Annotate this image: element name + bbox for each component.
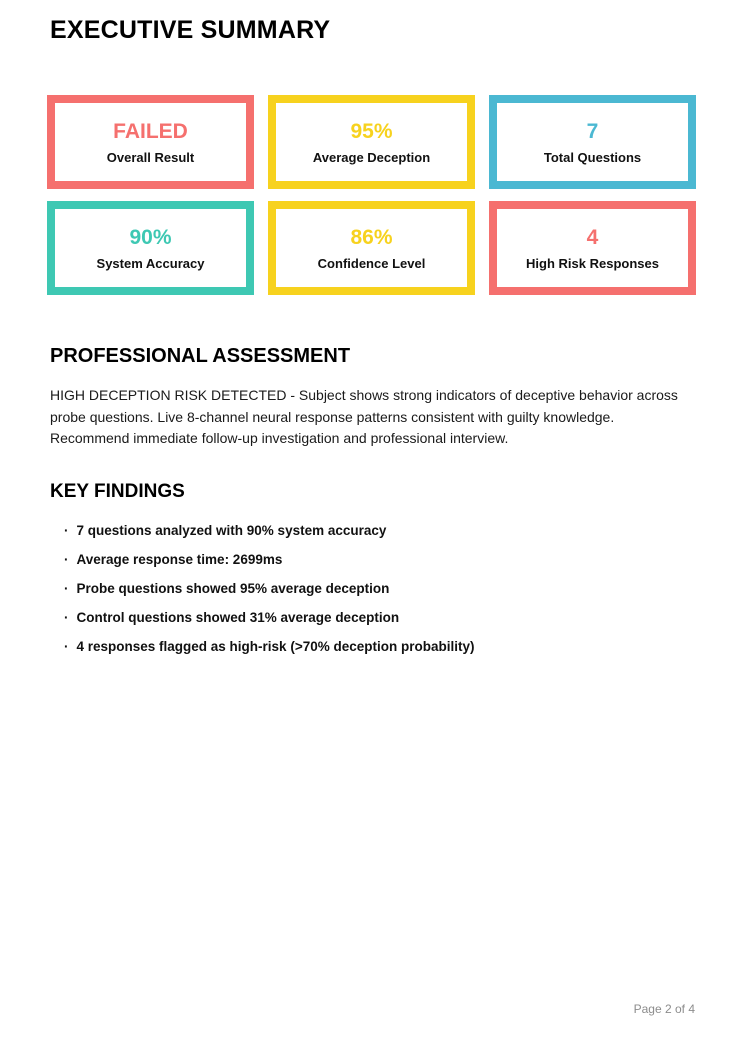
bullet-dot-icon: · [64,523,69,538]
stat-card-high-risk-responses [489,201,696,295]
key-finding-item [64,580,474,597]
stat-label: System Accuracy [96,255,205,271]
page-title: EXECUTIVE SUMMARY [50,16,331,44]
stat-label: High Risk Responses [526,255,659,271]
professional-assessment-heading: PROFESSIONAL ASSESSMENT [50,345,351,367]
key-finding-text: 4 responses flagged as high-risk (>70% deception probability) [76,639,475,654]
stat-value: 4 [586,225,599,249]
stat-card-system-accuracy [47,201,254,295]
bullet-dot-icon: · [64,581,69,596]
stat-label: Total Questions [543,149,642,165]
key-finding-text: Probe questions showed 95% average deception [76,581,390,596]
bullet-dot-icon: · [64,610,69,625]
key-finding-item [64,609,474,626]
stat-label: Overall Result [106,149,195,165]
stat-value: 7 [586,119,599,143]
stat-card-average-deception [268,95,475,189]
stat-value: 95% [350,119,393,143]
key-finding-text: Control questions showed 31% average deception [76,610,400,625]
stat-card-confidence-level [268,201,475,295]
stat-value: 86% [350,225,393,249]
summary-stat-cards [47,95,696,295]
page-number: Page 2 of 4 [633,1002,695,1016]
key-finding-text: Average response time: 2699ms [76,552,283,567]
key-findings-heading: KEY FINDINGS [50,481,185,502]
key-finding-item [64,638,474,655]
stat-value: 90% [129,225,172,249]
key-finding-item [64,551,474,568]
key-finding-item [64,522,474,539]
stat-card-overall-result [47,95,254,189]
bullet-dot-icon: · [64,639,69,654]
stat-label: Confidence Level [317,255,426,271]
bullet-dot-icon: · [64,552,69,567]
key-finding-text: 7 questions analyzed with 90% system accuracy [76,523,387,538]
stat-value: FAILED [113,119,188,143]
stat-label: Average Deception [312,149,431,165]
key-findings-list [64,522,474,667]
stat-card-total-questions [489,95,696,189]
professional-assessment-body: HIGH DECEPTION RISK DETECTED - Subject shows strong indicators of deceptive behavior across probe questions. Live 8-channel neural response patterns consistent with guilty knowledge. Recommend immediate follow-up investigation and professional interview. [50,387,678,446]
